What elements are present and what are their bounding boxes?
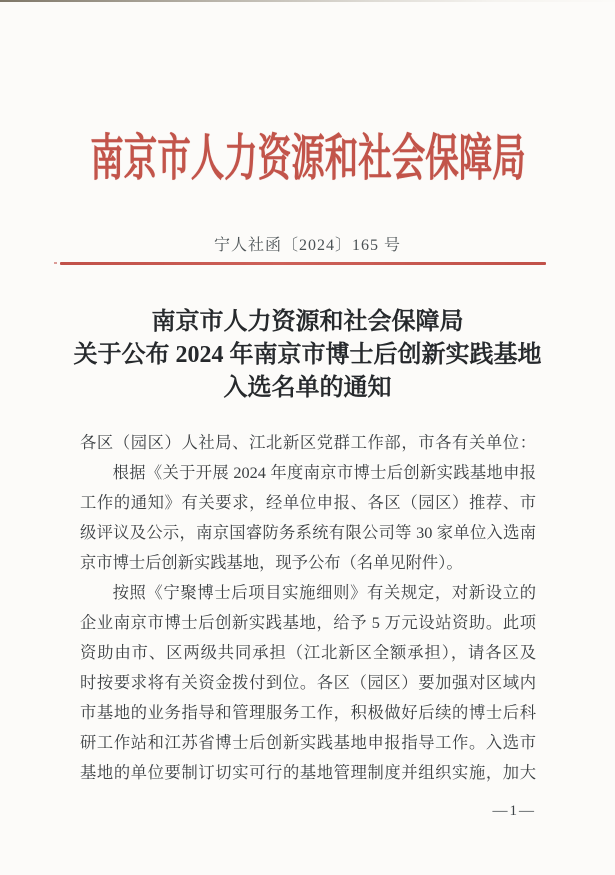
scan-top-edge bbox=[0, 0, 615, 2]
body-line: 按照《宁聚博士后项目实施细则》有关规定，对新设立的 bbox=[112, 583, 536, 602]
letterhead-divider-rule bbox=[60, 262, 546, 265]
body-line: 京市博士后创新实践基地，现予公布（名单见附件）。 bbox=[80, 553, 463, 572]
document-body bbox=[80, 428, 536, 788]
body-line: 各区（园区）人社局、江北新区党群工作部，市各有关单位： bbox=[80, 433, 536, 452]
body-line: 研工作站和江苏省博士后创新实践基地申报指导工作。入选市 bbox=[80, 733, 536, 752]
body-line: 资助由市、区两级共同承担（江北新区全额承担），请各区及 bbox=[80, 643, 536, 662]
title-line-2: 关于公布 2024 年南京市博士后创新实践基地 bbox=[73, 342, 542, 368]
letterhead-row bbox=[0, 126, 615, 190]
body-line: 根据《关于开展 2024 年度南京市博士后创新实践基地申报 bbox=[112, 463, 536, 482]
title-line-3: 入选名单的通知 bbox=[223, 375, 392, 401]
page-number: —1— bbox=[492, 803, 536, 819]
document-reference-number: 宁人社函〔2024〕165 号 bbox=[213, 237, 401, 254]
body-line: 级评议及公示，南京国睿防务系统有限公司等 30 家单位入选南 bbox=[80, 523, 536, 542]
body-line: 企业南京市博士后创新实践基地，给予 5 万元设站资助。此项 bbox=[80, 613, 536, 632]
body-line: 工作的通知》有关要求，经单位申报、各区（园区）推荐、市 bbox=[80, 493, 536, 512]
document-title bbox=[0, 306, 615, 405]
body-line: 基地的单位要制订切实可行的基地管理制度并组织实施，加大 bbox=[80, 763, 536, 782]
body-line: 时按要求将有关资金拨付到位。各区（园区）要加强对区域内 bbox=[80, 673, 536, 692]
body-line: 市基地的业务指导和管理服务工作，积极做好后续的博士后科 bbox=[80, 703, 536, 722]
title-line-1: 南京市人力资源和社会保障局 bbox=[151, 309, 464, 335]
agency-letterhead: 南京市人力资源和社会保障局 bbox=[89, 130, 526, 186]
